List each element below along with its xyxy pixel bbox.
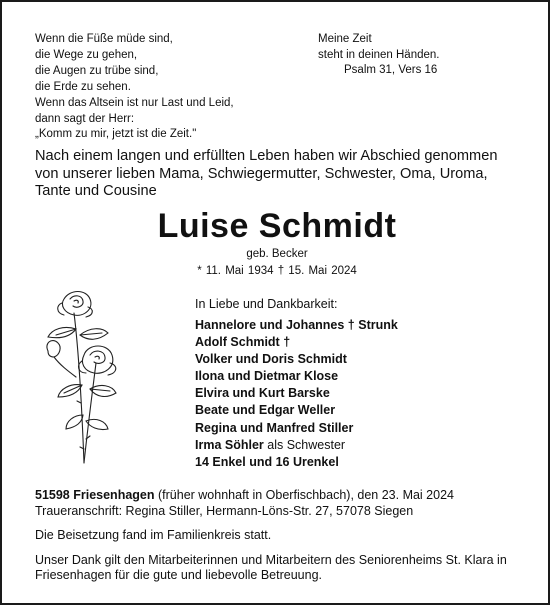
- thanks-note: Unser Dank gilt den Mitarbeiterinnen und Mitarbeitern des Seniorenheims St. Klara in Friesenhagen für die gute und liebevolle Betreuung.: [35, 552, 507, 582]
- list-item: [195, 420, 398, 437]
- psalm-line: Meine Zeit: [318, 33, 372, 45]
- list-item: [195, 402, 398, 419]
- psalm-line: steht in deinen Händen.: [318, 48, 440, 61]
- birth-name: geb. Becker: [246, 248, 308, 260]
- intro-text: Nach einem langen und erfüllten Leben haben wir Abschied genommen von unserer lieben Mama, Schwiegermutter, Schwester, Oma, Uroma, Tante und Cousine: [35, 148, 498, 199]
- psalm-quote: [318, 32, 439, 79]
- poem-line: die Erde zu sehen.: [35, 80, 131, 93]
- list-item: [195, 351, 398, 368]
- dedication-line: In Liebe und Dankbarkeit:: [195, 297, 338, 311]
- life-dates: * 11. Mai 1934 † 15. Mai 2024: [197, 265, 357, 277]
- poem-line: Wenn das Altsein ist nur Last und Leid,: [35, 96, 234, 109]
- footer: [35, 488, 525, 584]
- mourner-name: Beate und Edgar Weller: [195, 403, 336, 418]
- mourner-name: 14 Enkel und 16 Urenkel: [195, 454, 339, 469]
- poem: [35, 32, 234, 143]
- mourning-address: Traueranschrift: Regina Stiller, Hermann-Löns-Str. 27, 57078 Siegen: [35, 503, 414, 518]
- mourner-name: Irma Söhler: [195, 437, 264, 452]
- mourners-list: [195, 317, 398, 471]
- list-item: [195, 385, 398, 402]
- mourner-name: Regina und Manfred Stiller: [195, 420, 354, 435]
- rose-icon: [26, 285, 166, 465]
- mourner-name: Elvira und Kurt Barske: [195, 386, 330, 401]
- burial-note: Die Beisetzung fand im Familienkreis statt.: [35, 528, 272, 542]
- list-item: [195, 454, 398, 471]
- list-item: [195, 368, 398, 385]
- list-item: [195, 437, 398, 454]
- list-item: [195, 334, 398, 351]
- poem-line: dann sagt der Herr:: [35, 112, 135, 125]
- psalm-reference: Psalm 31, Vers 16: [344, 64, 438, 76]
- place: 51598 Friesenhagen: [35, 488, 155, 502]
- deceased-name: Luise Schmidt: [157, 207, 397, 245]
- list-item: [195, 317, 398, 334]
- poem-line: Wenn die Füße müde sind,: [35, 33, 173, 45]
- mourner-name: Hannelore und Johannes † Strunk: [195, 318, 398, 332]
- mourner-suffix: als Schwester: [263, 437, 346, 452]
- mourner-name: Adolf Schmidt †: [195, 335, 291, 350]
- poem-line: die Augen zu trübe sind,: [35, 64, 159, 77]
- place-rest: (früher wohnhaft in Oberfischbach), den 23. Mai 2024: [154, 488, 454, 502]
- poem-line: „Komm zu mir, jetzt ist die Zeit.": [35, 128, 197, 141]
- mourner-name: Ilona und Dietmar Klose: [195, 369, 339, 384]
- place-date-line: [35, 488, 525, 504]
- poem-line: die Wege zu gehen,: [35, 48, 138, 61]
- mourner-name: Volker und Doris Schmidt: [195, 352, 347, 367]
